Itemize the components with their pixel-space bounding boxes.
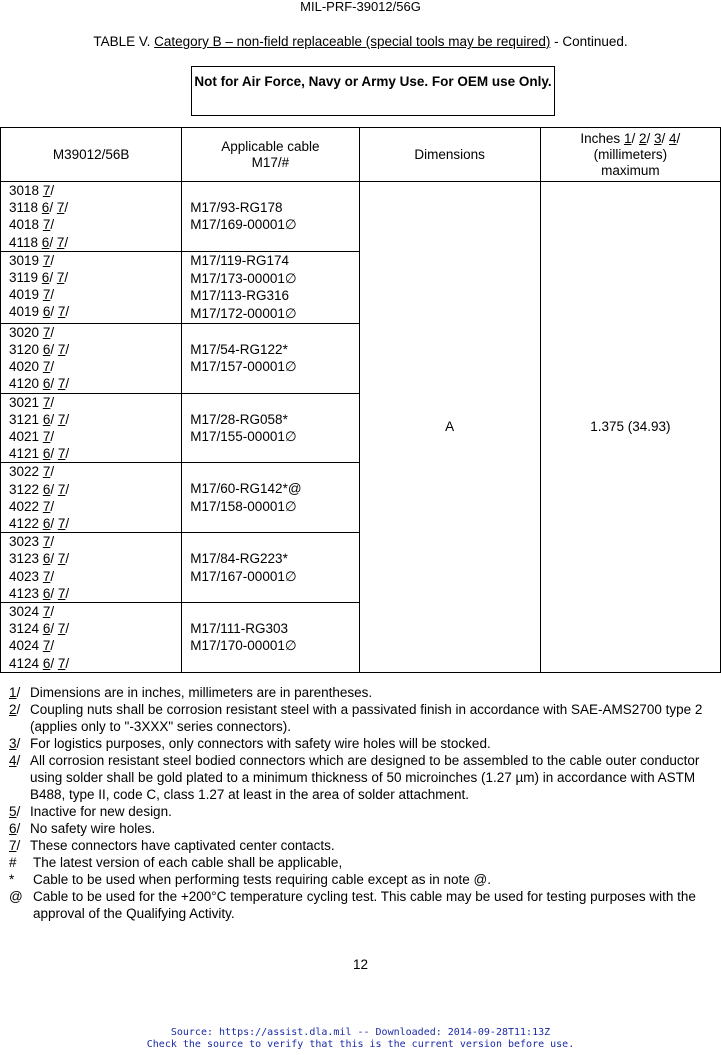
footnote	[9, 803, 714, 820]
part-number-line: 3023 7/	[9, 534, 55, 550]
note-ref: 7	[42, 183, 51, 198]
footnote-key	[9, 803, 20, 820]
cable-designation: M17/169-00001∅	[190, 217, 297, 233]
note-ref: 7	[57, 621, 66, 637]
part-number: 3024	[9, 604, 40, 620]
oem-notice-box	[191, 66, 555, 116]
note-ref: 7	[42, 534, 51, 550]
note-ref: 6	[42, 481, 51, 497]
note-ref: 6	[42, 376, 51, 392]
cable-designation: M17/28-RG058*	[190, 411, 288, 427]
footnote-slash: /	[16, 821, 21, 836]
footnote-slash: /	[16, 736, 21, 751]
footnote-key	[9, 820, 20, 837]
cable-cell	[182, 251, 359, 323]
cable-designation: M17/93-RG178	[190, 199, 283, 215]
part-number-line: 4023 7/	[9, 568, 55, 584]
part-number-line: 3124 6/ 7/	[9, 621, 70, 637]
header-applicable-cable	[182, 128, 359, 182]
part-number-line: 4120 6/ 7/	[9, 376, 70, 392]
note-ref: 7	[57, 304, 66, 320]
part-number: 3122	[9, 481, 40, 497]
part-number: 4019	[9, 304, 40, 320]
symbol-footnote	[9, 854, 714, 871]
part-number: 3124	[9, 621, 40, 637]
header-cable-line2: M17/#	[251, 154, 290, 170]
footnote-number: 1	[9, 685, 17, 700]
notes-section	[9, 684, 714, 922]
max-value-cell: 1.375 (34.93)	[540, 182, 720, 673]
cable-cell	[182, 323, 359, 393]
symbol-footnote-key: @	[9, 889, 23, 904]
footnote-key	[9, 701, 20, 718]
note-ref: 7	[56, 270, 65, 286]
note-ref: 7	[57, 655, 66, 671]
part-number-cell	[1, 533, 182, 603]
note-ref: 7	[42, 604, 51, 620]
part-number-line: 3120 6/ 7/	[9, 342, 70, 358]
part-number: 3120	[9, 342, 40, 358]
note-ref: 7	[56, 234, 65, 250]
note-ref: 7	[42, 287, 51, 303]
part-number: 4118	[9, 234, 39, 250]
symbol-footnote-text: Cable to be used for the +200°C temperature cycling test. This cable may be used for testing purposes with the approval of the Qualifying Activity.	[33, 889, 696, 921]
footnote	[9, 701, 714, 735]
part-number-line: 4018 7/	[9, 217, 55, 233]
note-ref: 7	[57, 376, 66, 392]
part-number-line: 4021 7/	[9, 429, 55, 445]
page-number: 12	[352, 957, 369, 972]
footnote	[9, 735, 714, 752]
footnote	[9, 684, 714, 701]
note-ref: 7	[57, 516, 66, 532]
header-cable-line1: Applicable cable	[221, 138, 320, 154]
note-ref: 7	[42, 324, 51, 340]
note-ref: 6	[42, 655, 51, 671]
cable-designation: M17/172-00001∅	[190, 305, 297, 321]
part-number: 4123	[9, 585, 40, 601]
source-line-2: Check the source to verify that this is the current version before use.	[146, 1039, 575, 1050]
part-number: 4122	[9, 516, 40, 532]
cable-cell	[182, 463, 359, 533]
table-header-row	[1, 128, 721, 182]
note-ref: 7	[57, 342, 66, 358]
part-number-line: 3024 7/	[9, 604, 55, 620]
part-number-cell	[1, 463, 182, 533]
cable-designation: M17/170-00001∅	[190, 638, 297, 654]
part-number-cell	[1, 393, 182, 463]
cable-designation: M17/54-RG122*	[190, 341, 288, 357]
symbol-footnote	[9, 871, 714, 888]
cable-cell	[182, 393, 359, 463]
header-inches-line2: (millimeters)	[593, 146, 668, 162]
caption-title: Category B – non-field replaceable (special tools may be required)	[154, 34, 551, 49]
part-number-line: 3118 6/ 7/	[9, 200, 69, 216]
part-number-line: 3123 6/ 7/	[9, 551, 70, 567]
part-number-line: 4121 6/ 7/	[9, 446, 70, 462]
header-note-ref: 1	[623, 130, 632, 146]
footnote-number: 2	[9, 702, 17, 717]
header-dimensions: Dimensions	[359, 128, 540, 182]
part-number: 4124	[9, 655, 40, 671]
footnote-slash: /	[16, 753, 21, 768]
cable-designation: M17/60-RG142*@	[190, 481, 302, 497]
part-number-line: 4123 6/ 7/	[9, 585, 70, 601]
cable-designation: M17/84-RG223*	[190, 551, 288, 567]
symbol-footnote-key: #	[9, 855, 17, 870]
part-number: 4020	[9, 359, 40, 375]
numbered-notes	[9, 684, 714, 854]
footnote	[9, 752, 714, 803]
part-number: 3020	[9, 324, 40, 340]
part-number-line: 3122 6/ 7/	[9, 481, 70, 497]
footnote-slash: /	[16, 685, 21, 700]
footnote-text: These connectors have captivated center contacts.	[30, 838, 335, 853]
part-number: 3119	[9, 270, 39, 286]
part-number: 3118	[9, 200, 39, 216]
dimension-cell: A	[359, 182, 540, 673]
cable-designation: M17/157-00001∅	[190, 359, 297, 375]
symbol-footnote-key: *	[9, 872, 15, 887]
header-note-ref: 4	[669, 130, 677, 146]
symbol-footnote-text: The latest version of each cable shall be applicable,	[33, 855, 343, 870]
footnote-key	[9, 837, 20, 854]
part-number: 4023	[9, 568, 40, 584]
footnote-text: All corrosion resistant steel bodied connectors which are designed to be assembled to the cable outer conductor using solder shall be gold plated to a minimum thickness of 50 microinches (1.27 µm) in accordance with ASTM B488, type II, code C, class 1.27 at least in the area of solder attachment.	[30, 753, 700, 802]
part-number: 4121	[9, 446, 40, 462]
note-ref: 6	[41, 234, 50, 250]
footnote-number: 4	[9, 753, 17, 768]
part-number-cell	[1, 182, 182, 252]
footnote	[9, 837, 714, 854]
part-number-line: 4019 7/	[9, 287, 55, 303]
part-number-line: 4020 7/	[9, 359, 55, 375]
note-ref: 7	[42, 464, 51, 480]
cable-designation: M17/113-RG316	[190, 288, 290, 304]
part-number-cell	[1, 251, 182, 323]
table-row	[1, 182, 721, 252]
footnote-slash: /	[16, 804, 21, 819]
footnote-text: No safety wire holes.	[30, 821, 156, 836]
footnote-key	[9, 684, 20, 701]
header-inches-line3: maximum	[601, 162, 660, 178]
note-ref: 6	[42, 304, 51, 320]
header-max-inches	[540, 128, 720, 182]
note-ref: 6	[42, 411, 51, 427]
note-ref: 7	[42, 394, 51, 410]
cable-designation: M17/158-00001∅	[190, 498, 297, 514]
note-ref: 7	[42, 217, 51, 233]
note-ref: 6	[41, 200, 50, 216]
note-ref: 6	[42, 621, 51, 637]
cable-cell	[182, 603, 359, 673]
cable-designation: M17/119-RG174	[190, 253, 290, 269]
cable-designation: M17/155-00001∅	[190, 429, 297, 445]
header-inches-line1: Inches 1/ 2/ 3/ 4/	[580, 130, 681, 146]
footnote-text: Coupling nuts shall be corrosion resistant steel with a passivated finish in accordance with SAE-AMS2700 type 2 (applies only to "-3XXX" series connectors).	[30, 702, 703, 734]
note-ref: 7	[42, 568, 51, 584]
part-number: 3121	[9, 411, 40, 427]
note-ref: 7	[42, 429, 51, 445]
oem-notice-text: Not for Air Force, Navy or Army Use. For OEM use Only.	[194, 74, 552, 89]
part-number: 3023	[9, 534, 40, 550]
part-number-line: 3021 7/	[9, 394, 55, 410]
symbol-notes	[9, 854, 714, 922]
note-ref: 6	[42, 342, 51, 358]
header-part-number: M39012/56B	[1, 128, 182, 182]
note-ref: 6	[41, 270, 50, 286]
note-ref: 7	[57, 446, 66, 462]
part-number: 4120	[9, 376, 40, 392]
header-note-ref: 3	[654, 130, 662, 146]
part-number-line: 3121 6/ 7/	[9, 411, 70, 427]
footnote-key	[9, 752, 20, 769]
note-ref: 7	[57, 481, 66, 497]
table-caption	[0, 34, 721, 49]
part-number: 3021	[9, 394, 40, 410]
part-number: 4022	[9, 498, 40, 514]
part-number: 3123	[9, 551, 40, 567]
part-number-line: 4019 6/ 7/	[9, 304, 70, 320]
caption-suffix: - Continued.	[550, 34, 628, 49]
part-number-line: 3119 6/ 7/	[9, 270, 69, 286]
connector-table	[0, 127, 721, 673]
part-number-cell	[1, 603, 182, 673]
footnote-key	[9, 735, 20, 752]
footnote-number: 5	[9, 804, 17, 819]
note-ref: 6	[42, 446, 51, 462]
note-ref: 7	[42, 252, 51, 268]
part-number-cell	[1, 323, 182, 393]
cable-cell	[182, 533, 359, 603]
source-line-1: Source: https://assist.dla.mil -- Downloaded: 2014-09-28T11:13Z	[170, 1027, 551, 1038]
footnote-text: Dimensions are in inches, millimeters are in parentheses.	[30, 685, 373, 700]
note-ref: 7	[42, 359, 51, 375]
cable-designation: M17/111-RG303	[190, 620, 289, 636]
note-ref: 6	[42, 585, 51, 601]
note-ref: 7	[57, 585, 66, 601]
note-ref: 7	[56, 200, 65, 216]
note-ref: 6	[42, 551, 51, 567]
symbol-footnote-text: Cable to be used when performing tests requiring cable except as in note @.	[33, 872, 491, 887]
note-ref: 7	[57, 411, 66, 427]
part-number: 4018	[9, 217, 40, 233]
footnote-text: For logistics purposes, only connectors with safety wire holes will be stocked.	[30, 736, 491, 751]
part-number: 4024	[9, 638, 40, 654]
caption-prefix: TABLE V.	[93, 34, 155, 49]
part-number: 3019	[9, 252, 40, 268]
document-id: MIL-PRF-39012/56G	[300, 0, 421, 14]
cable-designation: M17/173-00001∅	[190, 270, 297, 286]
source-footer	[0, 1027, 721, 1051]
table-body	[1, 182, 721, 673]
part-number: 3018	[9, 183, 40, 198]
part-number-line: 3022 7/	[9, 464, 55, 480]
part-number: 4019	[9, 287, 40, 303]
part-number: 4021	[9, 429, 40, 445]
part-number-line: 4122 6/ 7/	[9, 516, 70, 532]
symbol-footnote	[9, 888, 714, 922]
footnote-number: 7	[9, 838, 17, 853]
note-ref: 6	[42, 516, 51, 532]
footnote-text: Inactive for new design.	[30, 804, 172, 819]
header-note-ref: 2	[638, 130, 647, 146]
note-ref: 7	[42, 498, 51, 514]
part-number-line: 4024 7/	[9, 638, 55, 654]
part-number-line: 3018 7/	[9, 183, 55, 198]
cable-designation: M17/167-00001∅	[190, 568, 297, 584]
part-number: 3022	[9, 464, 40, 480]
part-number-line: 4118 6/ 7/	[9, 234, 69, 250]
part-number-line: 3020 7/	[9, 324, 55, 340]
footnote-slash: /	[16, 702, 21, 717]
footnote	[9, 820, 714, 837]
part-number-line: 4124 6/ 7/	[9, 655, 70, 671]
footnote-number: 6	[9, 821, 17, 836]
part-number-line: 4022 7/	[9, 498, 55, 514]
cable-cell	[182, 182, 359, 252]
part-number-line: 3019 7/	[9, 252, 55, 268]
footnote-slash: /	[16, 838, 21, 853]
header-inches-prefix: Inches	[580, 130, 624, 146]
note-ref: 7	[57, 551, 66, 567]
note-ref: 7	[42, 638, 51, 654]
footnote-number: 3	[9, 736, 17, 751]
